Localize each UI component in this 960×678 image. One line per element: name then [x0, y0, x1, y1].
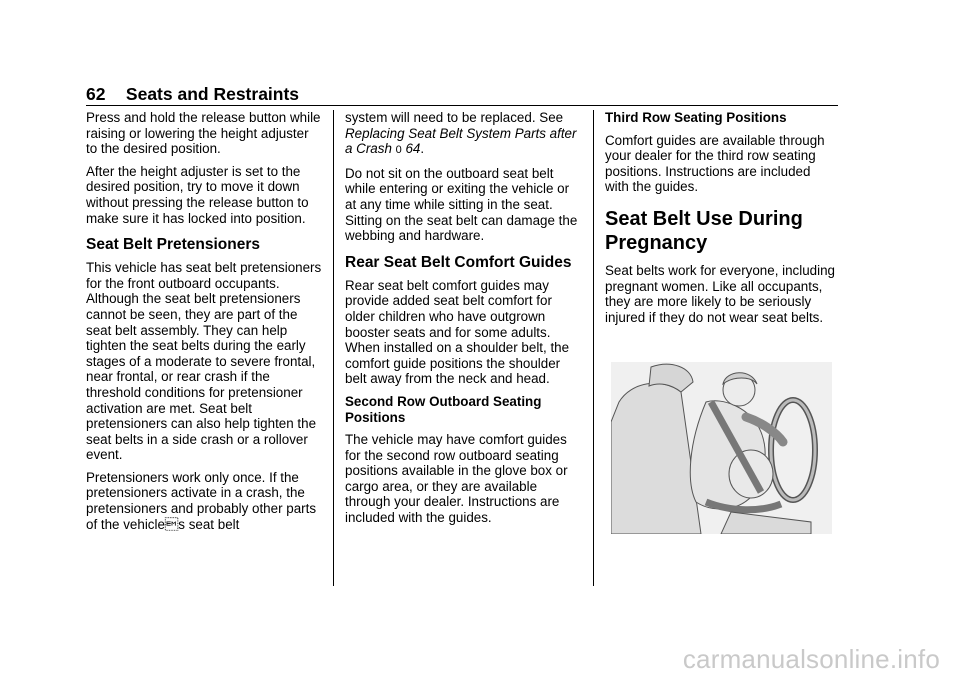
subheading-third-row: Third Row Seating Positions	[605, 110, 787, 125]
heading-seat-belt-pretensioners: Seat Belt Pretensioners	[86, 236, 261, 254]
watermark: carmanualsonline.info	[682, 644, 940, 674]
heading-seat-belt-use-during-pregnancy: Seat Belt Use During Pregnancy	[605, 207, 803, 254]
paragraph: Pretensioners work only once. If the pretensioners activate in a crash, the pretensioners and probably other parts of the vehicles seat belt	[86, 469, 317, 532]
paragraph: system will need to be replaced. See Replacing Seat Belt System Parts after a Crash 0 64.	[345, 110, 577, 157]
paragraph: Comfort guides are available through your dealer for the third row seating positions. Instructions are included with the guides.	[605, 132, 825, 195]
illustration-graphic	[611, 362, 832, 534]
column-divider	[333, 110, 334, 586]
paragraph: Do not sit on the outboard seat belt while entering or exiting the vehicle or at any time while sitting in the seat. Sitting on the seat belt can damage the webbing and hardware.	[345, 165, 578, 244]
column-2	[345, 110, 581, 533]
subheading-second-row: Second Row Outboard Seating Positions	[345, 393, 542, 425]
header-rule	[86, 105, 838, 106]
page-reference[interactable]: 64	[405, 141, 421, 157]
page-number: 62	[86, 84, 106, 104]
paragraph: Rear seat belt comfort guides may provide added seat belt comfort for older children who have outgrown booster seats and for some adults. When installed on a shoulder belt, the comfort guide positions the shoulder belt away from the neck and head.	[345, 277, 570, 387]
paragraph: This vehicle has seat belt pretensioners for the front outboard occupants. Although the seat belt pretensioners cannot be seen, they are part of the seat belt assembly. They can help tighten the seat belts during the early stages of a moderate to severe frontal, near frontal, or rear crash if the threshold conditions for pretensioner activation are met. Seat belt pretensioners can also help tighten the seat belts in a side crash or a rollover event.	[86, 260, 322, 463]
arrow-icon: 0	[395, 144, 402, 157]
paragraph: After the height adjuster is set to the desired position, try to move it down without pressing the release button to make sure it has locked into position.	[86, 163, 309, 226]
heading-rear-seat-belt-comfort-guides: Rear Seat Belt Comfort Guides	[345, 253, 572, 271]
page-header	[86, 84, 838, 105]
column-divider	[593, 110, 594, 586]
paragraph: Press and hold the release button while raising or lowering the height adjuster to the desired position.	[86, 110, 321, 157]
section-title: Seats and Restraints	[125, 84, 300, 104]
column-1	[86, 110, 322, 539]
paragraph: Seat belts work for everyone, including pregnant women. Like all occupants, they are more likely to be seriously injured if they do not wear seat belts.	[605, 262, 835, 325]
cross-reference-link[interactable]: Replacing Seat Belt System Parts after a Crash	[345, 125, 577, 157]
paragraph: The vehicle may have comfort guides for the second row outboard seating positions available in the glove box or cargo area, or they are available through your dealer. Instructions are included with the guides.	[345, 432, 568, 526]
column-3	[605, 110, 837, 332]
paragraph-text: system will need to be replaced. See	[345, 110, 564, 125]
pregnant-woman-seat-belt-illustration	[611, 362, 832, 534]
